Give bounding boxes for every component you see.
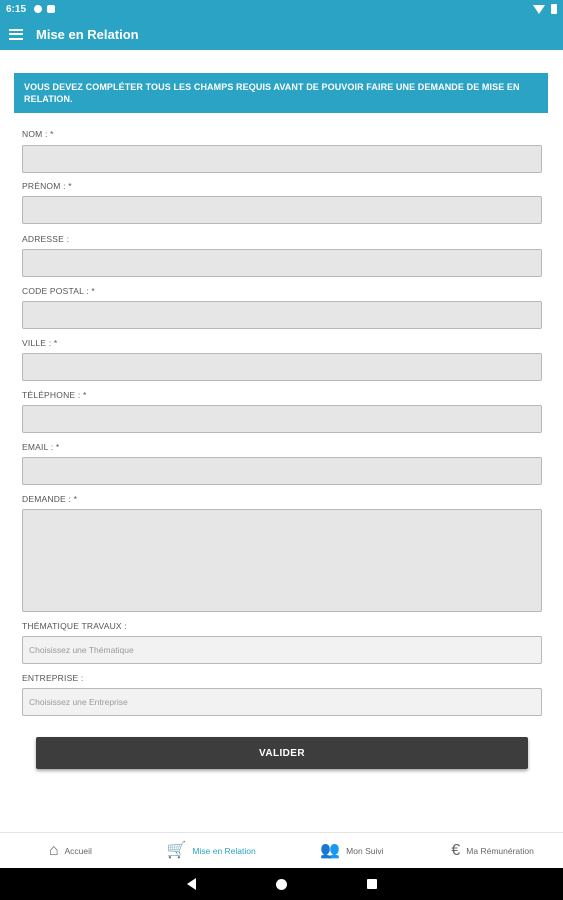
entreprise-select[interactable]: Choisissez une Entreprise [22, 688, 542, 716]
telephone-input[interactable] [22, 405, 542, 433]
nav-item-mon-suivi[interactable] [282, 833, 423, 868]
back-icon[interactable] [187, 878, 196, 890]
code-postal-input[interactable] [22, 301, 542, 329]
sd-card-icon [47, 5, 55, 13]
thematique-label: THÉMATIQUE TRAVAUX : [22, 621, 127, 631]
group-icon: 👥 [320, 841, 341, 859]
home-icon: ⌂ [48, 841, 59, 859]
demande-textarea[interactable] [22, 509, 542, 612]
bottom-nav [0, 832, 563, 868]
nav-item-label: Mon Suivi [346, 845, 384, 856]
prenom-label: PRÉNOM : * [22, 181, 72, 191]
menu-icon[interactable] [9, 29, 23, 40]
entreprise-label: ENTREPRISE : [22, 673, 84, 683]
nom-label: NOM : * [22, 129, 54, 139]
email-input[interactable] [22, 457, 542, 485]
required-fields-notice: VOUS DEVEZ COMPLÉTER TOUS LES CHAMPS REQUIS AVANT DE POUVOIR FAIRE UNE DEMANDE DE MISE EN RELATION. [14, 73, 548, 113]
email-label: EMAIL : * [22, 442, 60, 452]
thematique-select[interactable]: Choisissez une Thématique [22, 636, 542, 664]
home-button-icon[interactable] [276, 879, 287, 890]
euro-icon: € [451, 841, 461, 859]
prenom-input[interactable] [22, 196, 542, 224]
cart-icon: 🛒 [166, 841, 187, 859]
code-postal-label: CODE POSTAL : * [22, 286, 95, 296]
page-title: Mise en Relation [36, 26, 139, 42]
nav-item-accueil[interactable] [0, 833, 141, 868]
wifi-icon [533, 5, 545, 14]
nav-item-mise-en-relation[interactable] [141, 833, 282, 868]
system-nav-bar [0, 868, 563, 900]
nom-input[interactable] [22, 145, 542, 173]
status-time: 6:15 [6, 3, 27, 15]
validate-button[interactable]: VALIDER [36, 737, 528, 769]
status-bar [0, 0, 563, 18]
telephone-label: TÉLÉPHONE : * [22, 390, 87, 400]
nav-item-label: Ma Rémunération [466, 845, 534, 856]
adresse-input[interactable] [22, 249, 542, 277]
ville-input[interactable] [22, 353, 542, 381]
notification-icon [34, 5, 42, 13]
demande-label: DEMANDE : * [22, 494, 78, 504]
recents-icon[interactable] [367, 879, 377, 889]
adresse-label: ADRESSE : [22, 234, 70, 244]
ville-label: VILLE : * [22, 338, 58, 348]
nav-item-label: Accueil [64, 845, 92, 856]
app-bar [0, 18, 563, 50]
nav-item-ma-remuneration[interactable] [422, 833, 563, 868]
nav-item-label: Mise en Relation [192, 845, 256, 856]
battery-icon [551, 4, 557, 14]
